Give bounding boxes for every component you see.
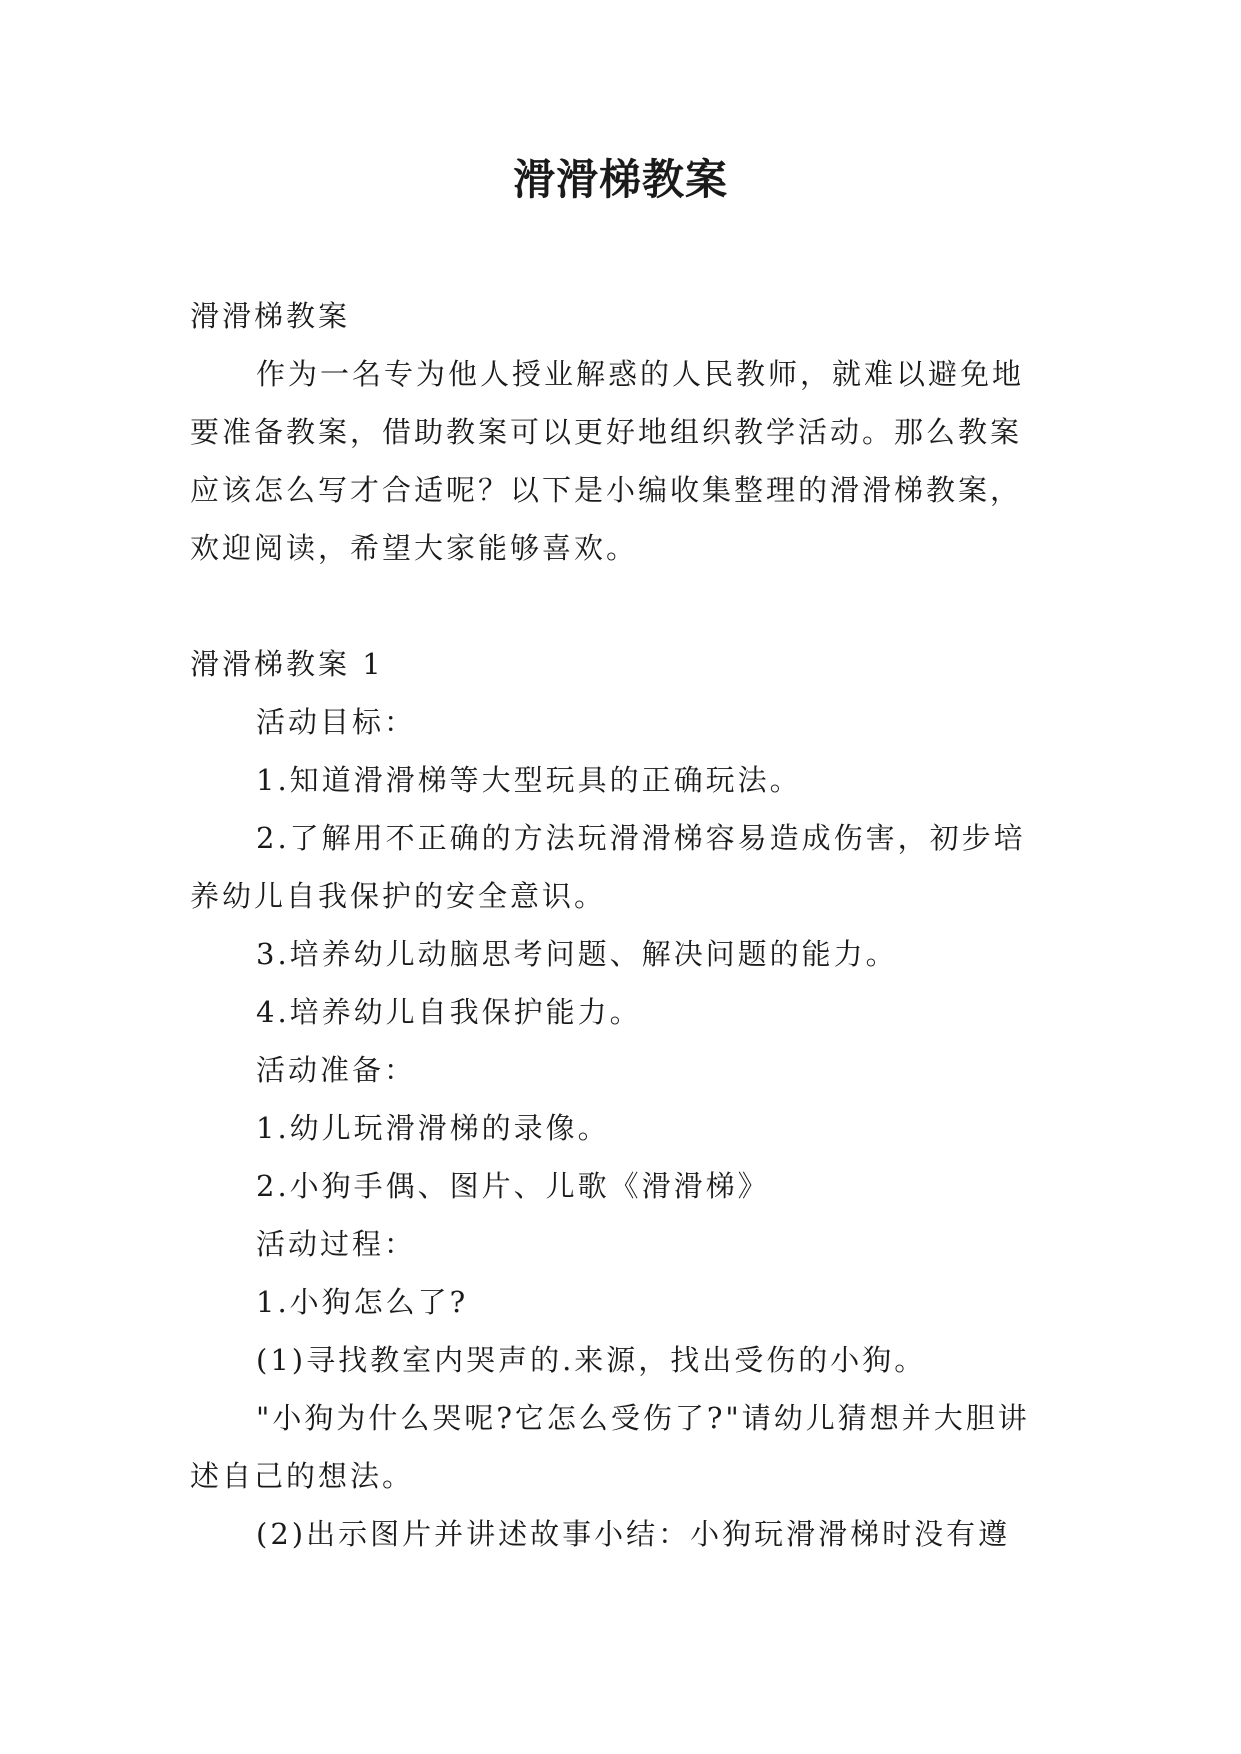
process-quote-line-2: 述自己的想法。 [190,1459,415,1493]
prep-item-1: 1.幼儿玩滑滑梯的录像。 [256,1111,610,1145]
prep-heading: 活动准备： [256,1053,417,1087]
process-item-1: 1.小狗怎么了? [256,1285,469,1319]
process-heading: 活动过程： [256,1227,417,1261]
intro-line-1: 作为一名专为他人授业解惑的人民教师，就难以避免地 [256,357,1025,391]
goal-item-1: 1.知道滑滑梯等大型玩具的正确玩法。 [256,763,802,797]
process-item-1b: (2)出示图片并讲述故事小结：小狗玩滑滑梯时没有遵 [256,1517,1011,1551]
goal-item-2-line-1: 2.了解用不正确的方法玩滑滑梯容易造成伤害，初步培 [256,821,1026,855]
subtitle: 滑滑梯教案 [190,299,351,333]
document-title: 滑滑梯教案 [512,155,728,204]
intro-line-4: 欢迎阅读，希望大家能够喜欢。 [190,531,639,565]
process-item-1a: (1)寻找教室内哭声的.来源，找出受伤的小狗。 [256,1343,927,1377]
intro-line-2: 要准备教案，借助教案可以更好地组织教学活动。那么教案 [190,415,1023,449]
goal-item-3: 3.培养幼儿动脑思考问题、解决问题的能力。 [256,937,898,971]
section-heading: 滑滑梯教案 1 [190,647,384,681]
goal-heading: 活动目标： [256,705,417,739]
paragraph-gap [190,577,1060,635]
prep-item-2: 2.小狗手偶、图片、儿歌《滑滑梯》 [256,1169,770,1203]
goal-item-2-line-2: 养幼儿自我保护的安全意识。 [190,879,607,913]
goal-item-4: 4.培养幼儿自我保护能力。 [256,995,642,1029]
intro-line-3: 应该怎么写才合适呢？以下是小编收集整理的滑滑梯教案， [190,473,1023,507]
process-quote-line-1: "小狗为什么哭呢?它怎么受伤了?"请幼儿猜想并大胆讲 [256,1401,1030,1435]
document-body [190,287,1060,1563]
